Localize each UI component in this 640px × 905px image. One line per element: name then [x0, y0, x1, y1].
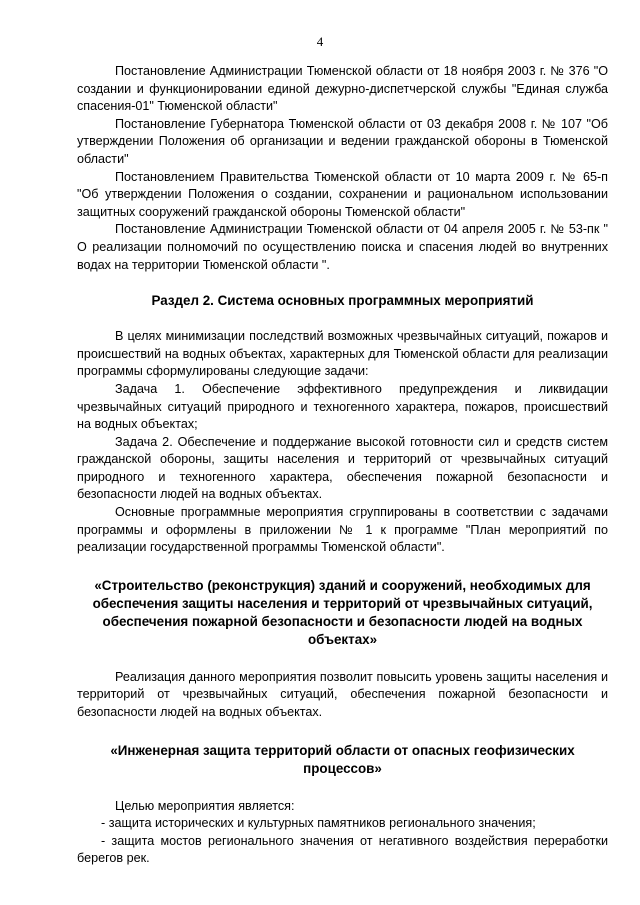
list-item: - защита мостов регионального значения от негативного воздействия переработки берегов рек.: [77, 833, 608, 866]
page-number: 4: [316, 34, 324, 49]
task-paragraph: Задача 2. Обеспечение и поддержание высокой готовности сил и средств систем гражданской обороны, защиты населения и территорий от чрезвычайных ситуаций природного и техногенного характера, обеспечения пожарной безопасности и безопасности людей на водных объектах.: [77, 434, 608, 502]
references-list: [77, 63, 608, 274]
measure-heading: «Строительство (реконструкция) зданий и сооружений, необходимых для обеспечения защиты населения и территорий от чрезвычайных ситуаций, обеспечения пожарной безопасности и безопасности людей на водных объектах»: [92, 577, 593, 647]
reference-item: Постановление Губернатора Тюменской области от 03 декабря 2008 г. № 107 "Об утверждении Положения об организации и ведении гражданской обороны в Тюменской области": [77, 116, 608, 166]
measure-intro: Целью мероприятия является:: [115, 798, 295, 813]
body-paragraph: В целях минимизации последствий возможных чрезвычайных ситуаций, пожаров и происшествий на водных объектах, характерных для Тюменской области для реализации программы сформулированы следующие задачи:: [77, 329, 608, 379]
measure-heading: «Инженерная защита территорий области от опасных геофизических процессов»: [110, 742, 575, 776]
section-heading: Раздел 2. Система основных программных мероприятий: [151, 293, 534, 309]
reference-item: Постановление Администрации Тюменской области от 18 ноября 2003 г. № 376 "О создании и функционировании единой дежурно-диспетчерской службы "Единая служба спасения-01" Тюменской области": [77, 64, 608, 114]
task-paragraph: Задача 1. Обеспечение эффективного предупреждения и ликвидации чрезвычайных ситуаций природного и техногенного характера, пожаров, происшествий на водных объектах;: [77, 381, 608, 432]
list-item: - защита исторических и культурных памятников регионального значения;: [101, 816, 536, 831]
reference-item: Постановлением Правительства Тюменской области от 10 марта 2009 г. № 65-п "Об утверждении Положения о создании, сохранении и рациональном использовании защитных сооружений гражданской обороны Тюменской области": [77, 169, 608, 219]
section-body: [77, 328, 608, 557]
reference-item: Постановление Администрации Тюменской области от 04 апреля 2005 г. № 53-пк " О реализации полномочий по осуществлению поиска и спасения людей во внутренних водах на территории Тюменской области ".: [77, 222, 608, 272]
measure-paragraph: Реализация данного мероприятия позволит повысить уровень защиты населения и территорий от чрезвычайных ситуаций, обеспечения пожарной безопасности и безопасности людей на водных объектах.: [77, 669, 608, 720]
body-paragraph: Основные программные мероприятия сгруппированы в соответствии с задачами программы и оформлены в приложении № 1 к программе "План мероприятий по реализации государственной программы Тюменской области".: [77, 505, 608, 555]
page-content: [77, 63, 608, 868]
